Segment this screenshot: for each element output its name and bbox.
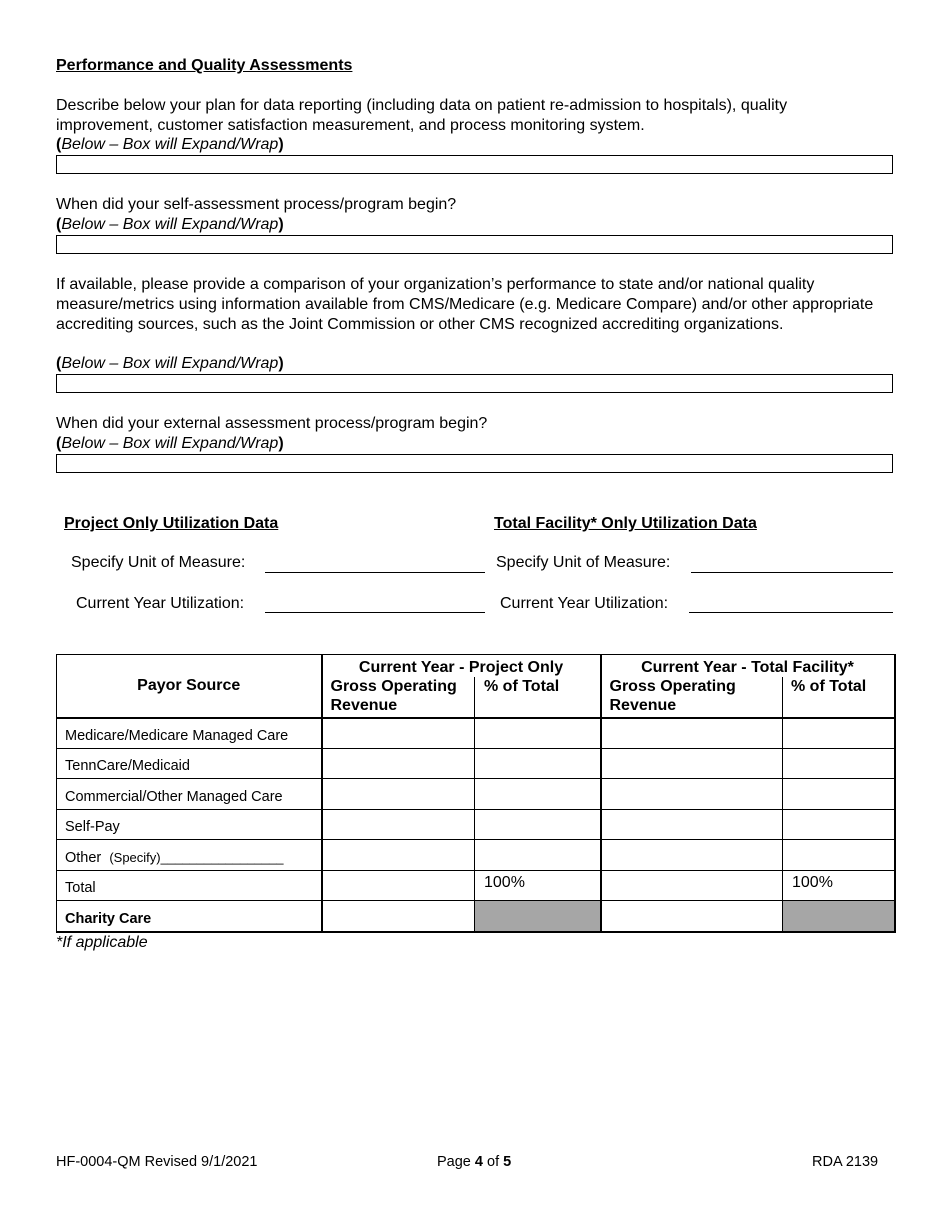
facility-revenue-cell[interactable] — [601, 810, 783, 840]
facility-gross-revenue-header: Gross Operating Revenue — [601, 677, 783, 718]
section-title: Performance and Quality Assessments — [56, 57, 353, 74]
question-1-text: Describe below your plan for data reporting (including data on patient re-admission to hospitals), quality improvement, customer satisfaction measurement, and process monitoring system. — [56, 97, 788, 134]
payor-source-header: Payor Source — [57, 655, 322, 718]
total-facility-group-header: Current Year - Total Facility* — [601, 655, 895, 677]
facility-revenue-cell[interactable] — [601, 779, 783, 810]
project-year-label: Current Year Utilization: — [76, 595, 245, 612]
footer-rda: RDA 2139 — [812, 1154, 879, 1170]
footer-form-id: HF-0004-QM Revised 9/1/2021 — [56, 1154, 258, 1170]
footer-page-number: Page 4 of 5 — [437, 1154, 512, 1170]
facility-pct-cell[interactable] — [783, 810, 895, 840]
project-revenue-cell[interactable] — [322, 779, 475, 810]
facility-pct-total-value: 100% — [783, 871, 895, 901]
project-pct-total-value: 100% — [475, 871, 601, 901]
project-pct-cell[interactable] — [475, 779, 601, 810]
facility-revenue-cell[interactable] — [601, 718, 783, 749]
question-1-answer-box[interactable] — [56, 155, 893, 174]
row-label: Commercial/Other Managed Care — [57, 779, 322, 810]
table-row-charity — [57, 901, 895, 932]
facility-year-label: Current Year Utilization: — [500, 595, 669, 612]
other-specify-field[interactable]: (Specify)_________________ — [109, 850, 284, 865]
question-4-answer-box[interactable] — [56, 454, 893, 473]
question-2-answer-box[interactable] — [56, 235, 893, 254]
project-gross-revenue-header: Gross Operating Revenue — [322, 677, 475, 718]
question-4-hint: (Below – Box will Expand/Wrap) — [56, 435, 284, 452]
project-revenue-cell[interactable] — [322, 871, 475, 901]
facility-utilization-title: Total Facility* Only Utilization Data — [494, 515, 757, 532]
question-3-text: If available, please provide a comparison of your organization’s performance to state and/or national quality measure/metrics using information available from CMS/Medicare (e.g. Medicare Compare) and/or other appropriate accrediting sources, such as the Joint Commission or other CMS recognized accrediting organizations. — [56, 276, 874, 333]
table-footnote: *If applicable — [56, 934, 148, 951]
project-revenue-cell[interactable] — [322, 718, 475, 749]
facility-revenue-cell[interactable] — [601, 749, 783, 779]
row-label-other — [57, 840, 322, 871]
table-row — [57, 810, 895, 840]
project-unit-field[interactable] — [265, 572, 485, 573]
facility-revenue-cell[interactable] — [601, 840, 783, 871]
row-label: Total — [57, 871, 322, 901]
question-4-text: When did your external assessment process/program begin? — [56, 415, 488, 432]
row-label: TennCare/Medicaid — [57, 749, 322, 779]
question-1-hint: (Below – Box will Expand/Wrap) — [56, 136, 284, 153]
project-utilization-title: Project Only Utilization Data — [64, 515, 279, 532]
payor-source-table — [56, 654, 896, 933]
project-pct-cell[interactable] — [475, 718, 601, 749]
question-2-text: When did your self-assessment process/program begin? — [56, 196, 457, 213]
project-year-field[interactable] — [265, 612, 485, 613]
project-revenue-cell[interactable] — [322, 810, 475, 840]
row-label: Medicare/Medicare Managed Care — [57, 718, 322, 749]
question-2-hint: (Below – Box will Expand/Wrap) — [56, 216, 284, 233]
project-pct-shaded-cell — [475, 901, 601, 932]
facility-unit-label: Specify Unit of Measure: — [496, 554, 671, 571]
facility-unit-field[interactable] — [691, 572, 893, 573]
project-unit-label: Specify Unit of Measure: — [71, 554, 246, 571]
row-label: Self-Pay — [57, 810, 322, 840]
facility-pct-shaded-cell — [783, 901, 895, 932]
other-label: Other — [65, 850, 102, 866]
project-revenue-cell[interactable] — [322, 749, 475, 779]
facility-pct-cell[interactable] — [783, 749, 895, 779]
facility-year-field[interactable] — [689, 612, 893, 613]
table-row — [57, 840, 895, 871]
row-label: Charity Care — [57, 901, 322, 932]
project-only-group-header: Current Year - Project Only — [322, 655, 601, 677]
facility-pct-cell[interactable] — [783, 718, 895, 749]
table-row — [57, 718, 895, 749]
project-revenue-cell[interactable] — [322, 901, 475, 932]
facility-revenue-cell[interactable] — [601, 901, 783, 932]
table-row — [57, 749, 895, 779]
facility-pct-cell[interactable] — [783, 779, 895, 810]
project-pct-cell[interactable] — [475, 810, 601, 840]
table-row — [57, 779, 895, 810]
project-pct-cell[interactable] — [475, 840, 601, 871]
project-revenue-cell[interactable] — [322, 840, 475, 871]
facility-pct-cell[interactable] — [783, 840, 895, 871]
facility-pct-total-header: % of Total — [783, 677, 895, 718]
question-3-answer-box[interactable] — [56, 374, 893, 393]
table-row-total — [57, 871, 895, 901]
project-pct-cell[interactable] — [475, 749, 601, 779]
facility-revenue-cell[interactable] — [601, 871, 783, 901]
question-3-hint: (Below – Box will Expand/Wrap) — [56, 355, 284, 372]
project-pct-total-header: % of Total — [475, 677, 601, 718]
